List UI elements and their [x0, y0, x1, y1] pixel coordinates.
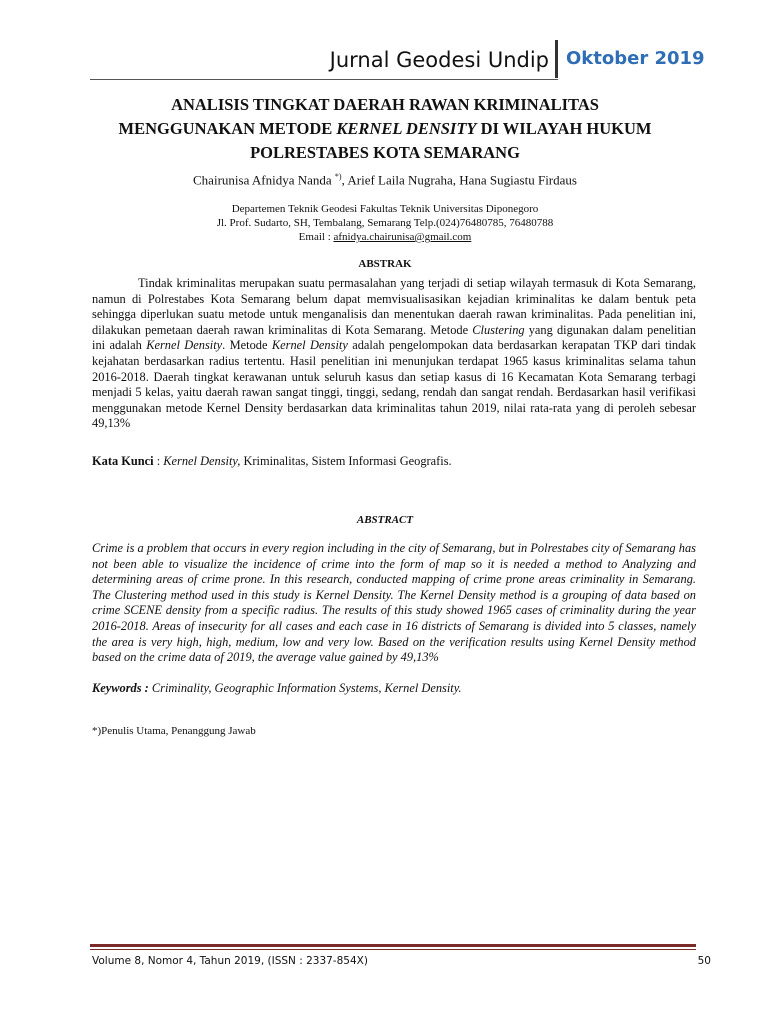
title-line-3: POLRESTABES KOTA SEMARANG	[250, 143, 520, 162]
author-list	[80, 172, 690, 188]
paper-title	[80, 93, 690, 165]
author-mark: *)	[334, 172, 342, 181]
author-rest: , Arief Laila Nugraha, Hana Sugiastu Firdaus	[341, 172, 577, 188]
abstrak-italic-3: Kernel Density	[271, 338, 348, 353]
page-header	[0, 38, 768, 80]
keywords-label: Keywords :	[92, 681, 149, 695]
title-line-2-italic: KERNEL DENSITY	[336, 119, 477, 138]
email-link[interactable]: afnidya.chairunisa@gmail.com	[333, 231, 472, 243]
abstrak-italic-2: Kernel Density	[146, 338, 223, 353]
abstrak-text-2: yang digunakan dalam penelitian ini adalah	[92, 322, 696, 353]
footer-rule-thin	[90, 949, 696, 950]
title-line-2a: MENGGUNAKAN METODE	[118, 119, 337, 138]
abstrak-text-3: . Metode	[222, 338, 272, 353]
kata-kunci-italic: Kernel Density,	[163, 454, 241, 468]
header-rule	[90, 79, 558, 80]
header-divider	[555, 40, 558, 78]
abstrak-text-4: adalah pengelompokan data berdasarkan kerapatan TKP dari tindak kejahatan berdasarkan radius tertentu. Hasil penelitian ini menunjukan terdapat 1965 kasus kriminalitas selama tahun 2016-2018. Daerah tingkat kerawanan untuk seluruh kasus dan setiap kasus di 16 Kecamatan Kota Semarang terbagi menjadi 5 kelas, yaitu daerah rawan sangat tinggi, tinggi, sedang, rendah dan sangat rendah. Berdasarkan hasil verifikasi menggunakan metode Kernel Density berdasarkan data kriminalitas tahun 2019, nilai rata-rata yang di peroleh sebesar 49,13%	[92, 338, 697, 431]
abstract-body: Crime is a problem that occurs in every region including in the city of Semarang, but in Polrestabes city of Semarang has not been able to visualize the incidence of crime into the form of map so it is needed a method to Analyzing and determining areas of crime prone. In this research, conducted mapping of crime prone areas criminality in Semarang. The Clustering method used in this study is Kernel Density. The Kernel Density method is a grouping of data based on crime SCENE density from a specific radius. The results of this study showed 1965 cases of criminality during the year 2016-2018. Areas of insecurity for all cases and each case in 16 districts of Semarang is divided into 5 classes, namely the area is very high, high, medium, low and very low. Based on the verification results using Kernel Density method based on the crime data of 2019, the average value gained by 49,13%	[92, 541, 696, 665]
email-line	[80, 230, 690, 244]
author-first: Chairunisa Afnidya Nanda	[193, 172, 335, 188]
page-number: 50	[697, 955, 711, 967]
journal-name: Jurnal Geodesi Undip	[329, 48, 549, 72]
keywords-rest: Criminality, Geographic Information Systems, Kernel Density.	[148, 681, 462, 695]
abstrak-italic-1: Clustering	[472, 322, 525, 337]
abstrak-heading: ABSTRAK	[358, 258, 412, 270]
email-label: Email :	[298, 231, 334, 243]
title-line-1: ANALISIS TINGKAT DAERAH RAWAN KRIMINALITAS	[171, 95, 599, 114]
footer-rule	[90, 944, 696, 947]
title-line-2b: DI WILAYAH HUKUM	[476, 119, 652, 138]
abstrak-body	[92, 276, 696, 432]
issue-date: Oktober 2019	[566, 48, 705, 69]
kata-kunci	[92, 454, 696, 470]
abstrak-text-1: Tindak kriminalitas merupakan suatu permasalahan yang terjadi di setiap wilayah termasuk di Kota Semarang, namun di Polrestabes Kota Semarang belum dapat memvisualisasikan kejadian kriminalitas ke dalam bentuk peta sehingga diperlukan suatu metode untuk menganalisis dan menentukan daerah rawan kriminalitas. Pada penelitian ini, dilakukan pemetaan daerah rawan kriminalitas di Kota Semarang. Metode	[92, 276, 696, 337]
footnote: *)Penulis Utama, Penanggung Jawab	[92, 725, 256, 737]
footer-citation: Volume 8, Nomor 4, Tahun 2019, (ISSN : 2337-854X)	[92, 955, 368, 967]
affiliation-line-1: Departemen Teknik Geodesi Fakultas Teknik Universitas Diponegoro	[231, 203, 539, 215]
kata-kunci-rest: Kriminalitas, Sistem Informasi Geografis.	[240, 454, 452, 468]
keywords	[92, 681, 696, 697]
kata-kunci-sep: :	[153, 454, 164, 468]
affiliation-line-2: Jl. Prof. Sudarto, SH, Tembalang, Semarang Telp.(024)76480785, 76480788	[216, 217, 554, 229]
affiliation	[80, 202, 690, 244]
abstract-heading: ABSTRACT	[356, 514, 414, 526]
kata-kunci-label: Kata Kunci	[92, 454, 154, 468]
